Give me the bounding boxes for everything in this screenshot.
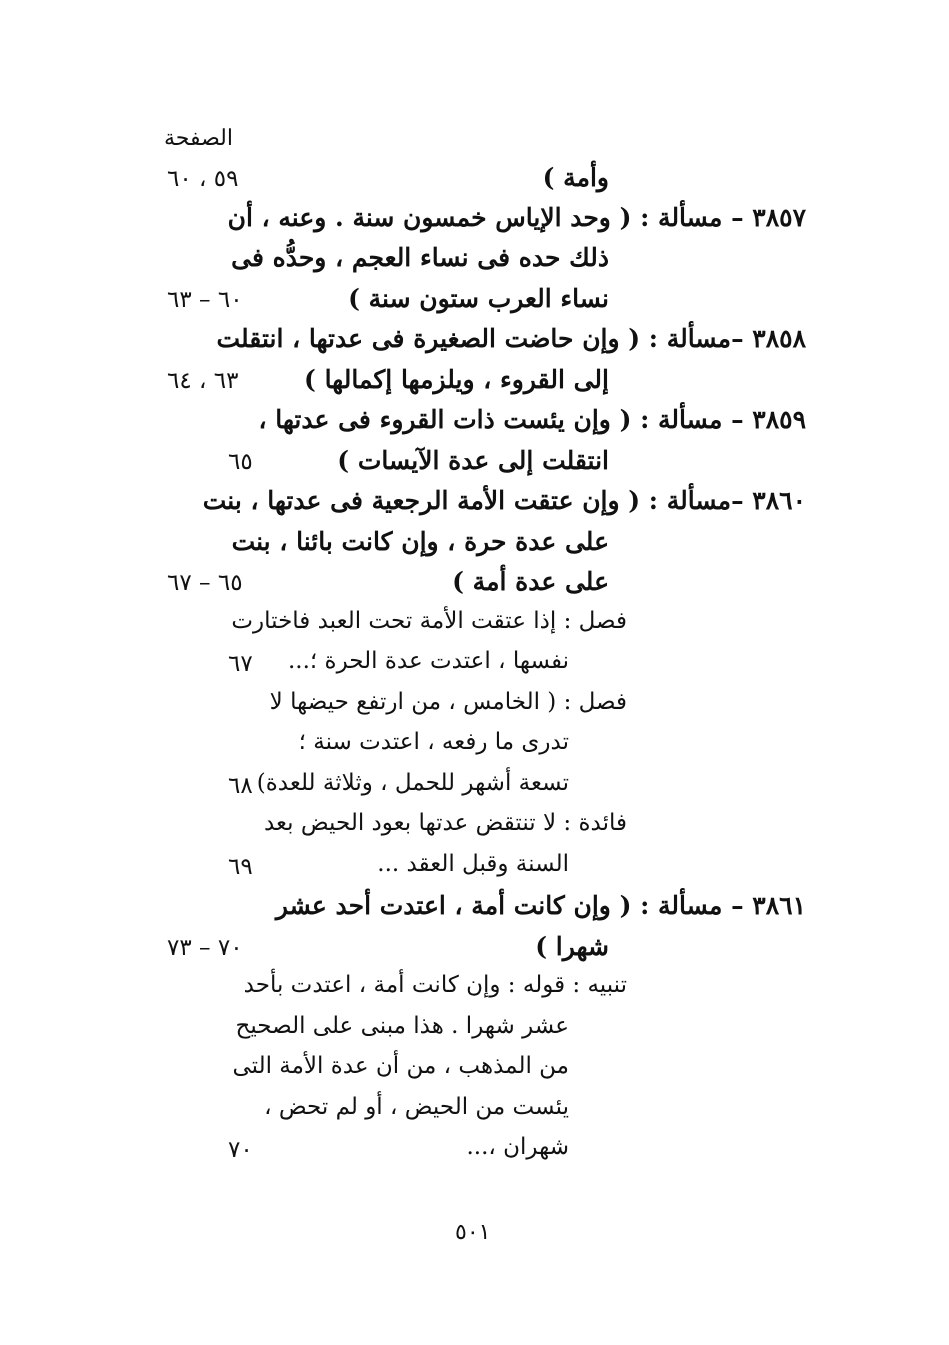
- entry-line: ٣٨٥٧ – مسألة : ( وحد الإياس خمسون سنة . وعنه ، أن: [227, 203, 806, 232]
- page-reference: ٦٩: [228, 854, 253, 880]
- page-reference: ٦٨: [228, 773, 253, 799]
- entry-line: انتقلت إلى عدة الآيسات ): [337, 446, 609, 475]
- entry-line: من المذهب ، من أن عدة الأمة التى: [232, 1053, 569, 1079]
- entry-line: فصل : إذا عتقت الأمة تحت العبد فاختارت: [231, 608, 627, 634]
- page-reference: ٥٩ ، ٦٠: [167, 166, 239, 192]
- entry-line: ٣٨٦٠ –مسألة : ( وإن عتقت الأمة الرجعية فى عدتها ، بنت: [202, 486, 806, 515]
- page-reference: ٧٠: [228, 1137, 253, 1163]
- entry-line: وأمة ): [542, 163, 609, 192]
- entry-line: نساء العرب ستون سنة ): [348, 284, 609, 313]
- page-reference: ٦٥ – ٦٧: [167, 570, 243, 596]
- entry-line: فصل : ( الخامس ، من ارتفع حيضها لا: [269, 689, 627, 715]
- entry-line: عشر شهرا . هذا مبنى على الصحيح: [235, 1013, 569, 1039]
- entry-line: السنة وقبل العقد ...: [377, 851, 569, 877]
- entry-line: ٣٨٥٨ –مسألة : ( وإن حاضت الصغيرة فى عدتها ، انتقلت: [216, 324, 806, 353]
- column-header-page: الصفحة: [163, 126, 233, 151]
- entry-line: إلى القروء ، ويلزمها إكمالها ): [304, 365, 609, 394]
- entry-line: ذلك حده فى نساء العجم ، وحدُّه فى: [231, 243, 609, 272]
- entry-line: ٣٨٥٩ – مسألة : ( وإن يئست ذات القروء فى عدتها ،: [258, 405, 806, 434]
- entry-line: فائدة : لا تنتقض عدتها بعود الحيض بعد: [263, 810, 627, 836]
- entry-line: تسعة أشهر للحمل ، وثلاثة للعدة): [256, 770, 569, 796]
- entry-line: على عدة حرة ، وإن كانت بائنا ، بنت: [231, 527, 609, 556]
- entry-line: شهرا ): [535, 932, 609, 961]
- page-number: ٥٠١: [455, 1220, 491, 1245]
- page-reference: ٦٧: [228, 651, 253, 677]
- page-reference: ٦٠ – ٦٣: [167, 287, 243, 313]
- entry-line: نفسها ، اعتدت عدة الحرة ؛...: [288, 648, 569, 674]
- page-reference: ٧٠ – ٧٣: [167, 935, 243, 961]
- entry-line: تدرى ما رفعه ، اعتدت سنة ؛: [298, 729, 569, 755]
- entry-line: شهران ،...: [466, 1134, 569, 1160]
- entry-line: تنبيه : قوله : وإن كانت أمة ، اعتدت بأحد: [243, 972, 627, 998]
- entry-line: على عدة أمة ): [452, 567, 609, 596]
- entry-line: ٣٨٦١ – مسألة : ( وإن كانت أمة ، اعتدت أحد عشر: [275, 891, 806, 920]
- page-reference: ٦٥: [228, 449, 253, 475]
- page-reference: ٦٣ ، ٦٤: [167, 368, 239, 394]
- entry-line: يئست من الحيض ، أو لم تحض ،: [264, 1094, 569, 1120]
